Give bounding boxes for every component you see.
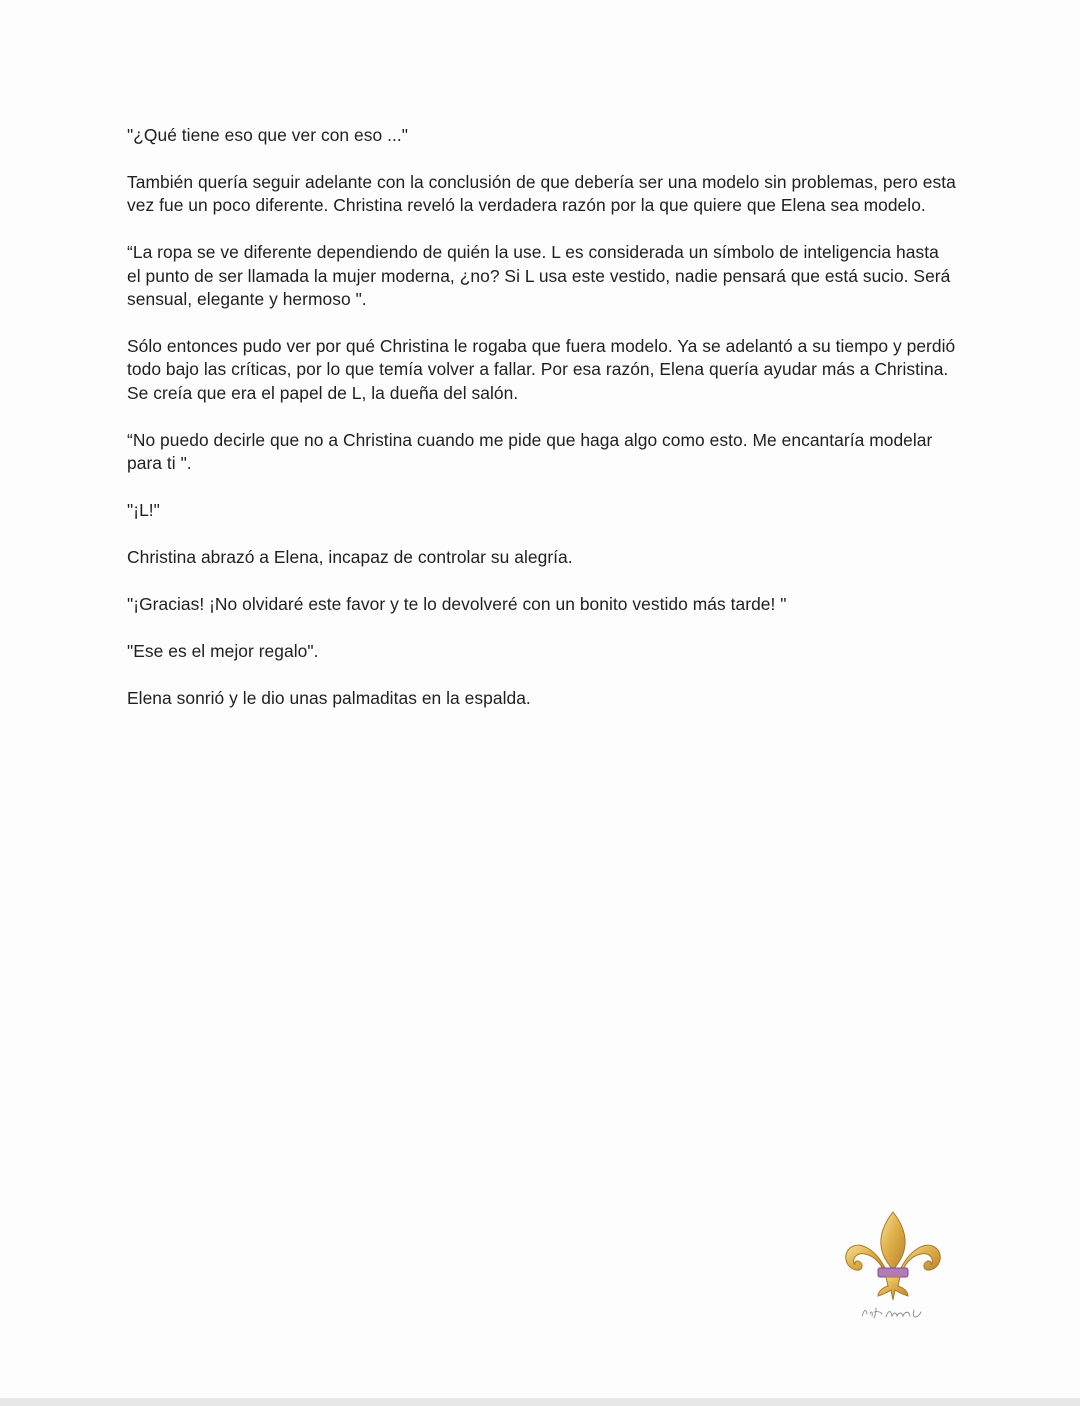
paragraph: Sólo entonces pudo ver por qué Christina le rogaba que fuera modelo. Ya se adelantó a su tiempo y perdió todo bajo las críticas, por lo que temía volver a fallar. Por esa razón, Elena quería ayudar más a Christina. Se creía que era el papel de L, la dueña del salón. bbox=[127, 335, 956, 403]
paragraph: "¿Qué tiene eso que ver con eso ..." bbox=[127, 125, 408, 145]
paragraph: “La ropa se ve diferente dependiendo de quién la use. L es considerada un símbolo de inteligencia hasta el punto de ser llamada la mujer moderna, ¿no? Si L usa este vestido, nadie pensará que está sucio. Será sensual, elegante y hermoso ". bbox=[127, 242, 951, 310]
paragraph: Christina abrazó a Elena, incapaz de controlar su alegría. bbox=[127, 546, 573, 567]
signature-mark bbox=[858, 1302, 928, 1322]
paragraph: "¡Gracias! ¡No olvidaré este favor y te lo devolveré con un bonito vestido más tarde! " bbox=[127, 593, 787, 614]
paragraph: “No puedo decirle que no a Christina cuando me pide que haga algo como esto. Me encantaría modelar para ti ". bbox=[127, 429, 933, 474]
page-bottom-edge bbox=[0, 1398, 1080, 1406]
paragraph: "Ese es el mejor regalo". bbox=[127, 640, 319, 661]
paragraph: También quería seguir adelante con la conclusión de que debería ser una modelo sin problemas, pero esta vez fue un poco diferente. Christina reveló la verdadera razón por la que quiere que Elena sea modelo. bbox=[127, 171, 956, 216]
paragraph: Elena sonrió y le dio unas palmaditas en la espalda. bbox=[127, 687, 531, 708]
document-body bbox=[127, 124, 957, 734]
paragraph: "¡L!" bbox=[127, 499, 160, 520]
